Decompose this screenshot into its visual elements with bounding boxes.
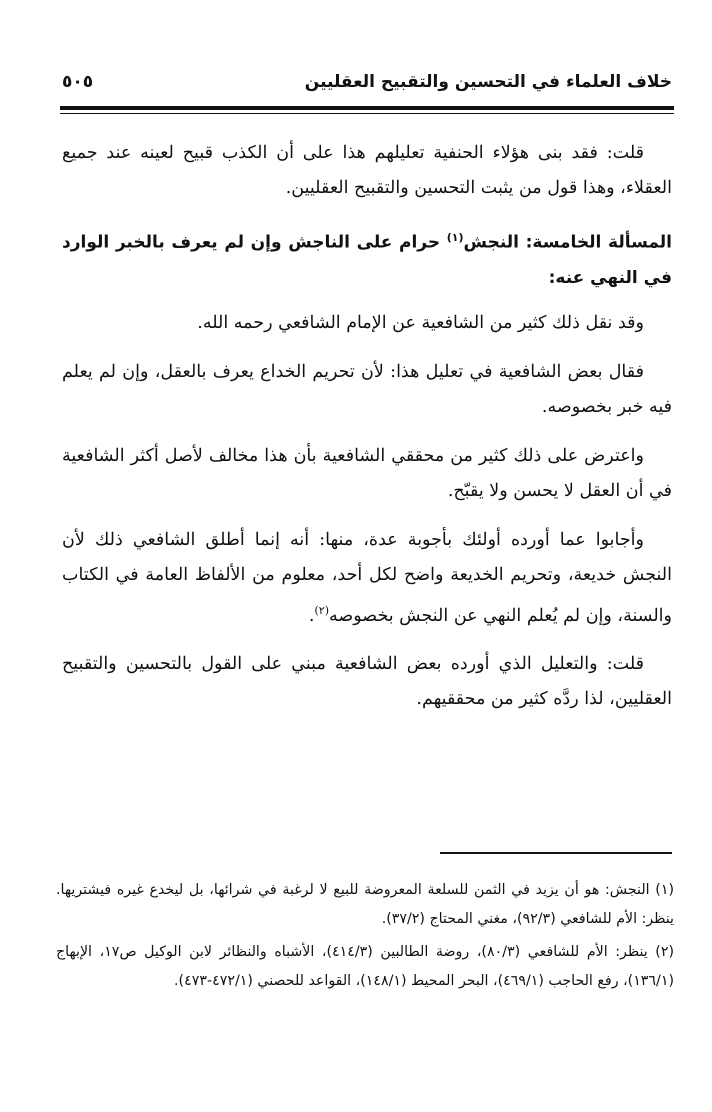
paragraph: قلت: والتعليل الذي أورده بعض الشافعية مبني على القول بالتحسين والتقبيح العقليين، لذا ردَّه كثير من محققيهم. [62,654,672,710]
header-rule-thick [60,106,674,110]
running-title: خلاف العلماء في التحسين والتقبيح العقليين [304,72,672,92]
header-rule-thin [60,113,674,114]
running-header [62,72,672,106]
footnote-1: (١) النجش: هو أن يزيد في الثمن للسلعة المعروضة للبيع لا لرغبة في شرائها، بل ليخدع غيره فيشتريها. ينظر: الأم للشافعي (٩٢/٣)، مغني المحتاج (٣٧/٢). [56,882,674,927]
footnote-ref-1: (١) [446,231,464,244]
footnote-ref-2: (٢) [314,603,329,617]
footnote-2: (٢) ينظر: الأم للشافعي (٨٠/٣)، روضة الطالبين (٤١٤/٣)، الأشباه والنظائر لابن الوكيل ص١٧، الإبهاج (١٣٦/١)، رفع الحاجب (٤٦٩/١)، البحر المحيط (١٤٨/١)، القواعد للحصني (٤٧٢/١-٤٧٣). [56,944,675,989]
paragraph: قلت: فقد بنى هؤلاء الحنفية تعليلهم هذا على أن الكذب قبيح لعينه عند جميع العقلاء، وهذا قول من يثبت التحسين والتقبيح العقليين. [62,143,672,198]
heading-text-end: حرام على الناجش وإن لم يعرف بالخبر الوارد في النهي عنه: [62,232,672,288]
footnotes [56,876,674,1000]
paragraph-end: . [308,605,315,626]
paragraph [62,523,672,634]
paragraph: وقد نقل ذلك كثير من الشافعية عن الإمام الشافعي رحمه الله. [197,312,644,333]
footnote-separator [440,852,672,854]
paragraph: فقال بعض الشافعية في تعليل هذا: لأن تحريم الخداع يعرف بالعقل، وإن لم يعلم فيه خبر بخصوصه. [62,361,672,417]
main-text [62,136,672,731]
paragraph-text: وأجابوا عما أورده أولئك بأجوبة عدة، منها: أنه إنما أطلق الشافعي ذلك لأن النجش خديعة، وتحريم الخديعة واضح لكل أحد، معلوم من الألفاظ العامة في الكتاب والسنة، وإن لم يُعلم النهي عن النجش بخصوصه [62,529,672,626]
paragraph: واعترض على ذلك كثير من محققي الشافعية بأن هذا مخالف لأصل أكثر الشافعية في أن العقل لا يحسن ولا يقبّح. [62,445,672,501]
heading-text-start: المسألة الخامسة: النجش [463,232,672,253]
page-number: ٥٠٥ [62,72,94,92]
section-heading [62,220,672,296]
